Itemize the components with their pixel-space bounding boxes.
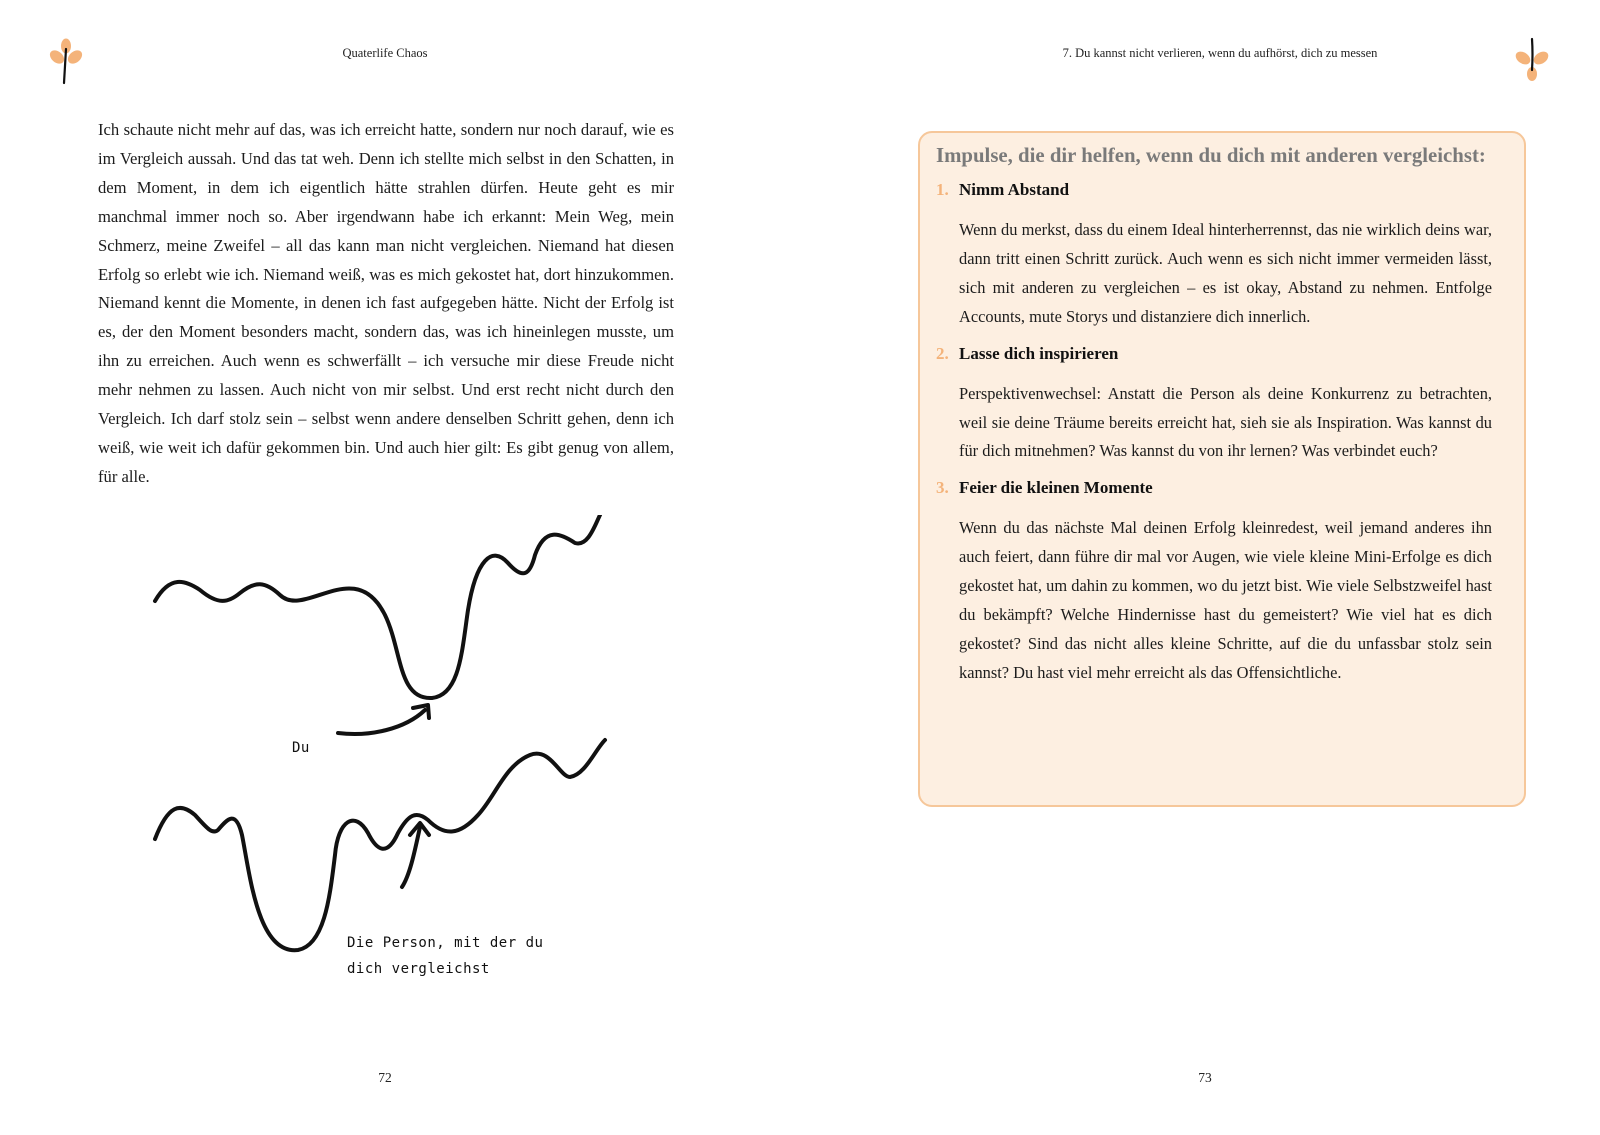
tip-number: 1. <box>936 180 949 199</box>
leaf-ornament-icon <box>1513 36 1551 86</box>
tips-box <box>918 131 1526 807</box>
tip-heading-text: Nimm Abstand <box>959 180 1070 199</box>
comparison-sketch <box>140 515 640 990</box>
right-page <box>800 0 1600 1135</box>
tip-item <box>936 180 1492 332</box>
tip-item <box>936 344 1492 467</box>
your-path-curve <box>155 515 600 698</box>
tip-text: Perspektivenwechsel: Anstatt die Person als deine Konkurrenz zu betrachten, weil sie deine Träume bereits erreicht hat, sieh sie als Inspiration. Was kannst du für dich mitnehmen? Was kannst du von ihr lernen? Was verbindet euch? <box>959 383 1492 461</box>
tip-text: Wenn du merkst, dass du einem Ideal hinterherrennst, das nie wirklich deins war, dann tritt einen Schritt zurück. Auch wenn es sich nicht immer vermeiden lässt, sich mit anderen zu vergleichen – es ist okay, Abstand zu nehmen. Entfolge Accounts, mute Storys und distanziere dich innerlich. <box>959 220 1492 326</box>
label-du: Du <box>292 740 310 756</box>
tip-heading <box>936 344 1492 368</box>
label-comparison-person: Die Person, mit der du dich vergleichst <box>347 935 544 977</box>
running-head: 7. Du kannst nicht verlieren, wenn du aufhörst, dich zu messen <box>1062 46 1378 60</box>
page-number: 73 <box>1198 1070 1212 1085</box>
arrow-to-you <box>338 710 425 734</box>
running-head: Quaterlife Chaos <box>342 46 428 60</box>
tip-heading <box>936 180 1492 204</box>
leaf-ornament-icon <box>47 36 85 86</box>
tip-number: 2. <box>936 343 949 363</box>
tip-heading-text: Feier die kleinen Momente <box>959 478 1153 498</box>
tip-number: 3. <box>936 478 949 498</box>
body-paragraph: Ich schaute nicht mehr auf das, was ich erreicht hatte, sondern nur noch darauf, wie es im Vergleich aussah. Und das tat weh. Denn ich stellte mich selbst in den Schatten, in dem Moment, in dem ich eigentlich hätte strahlen dürfen. Heute geht es mir manchmal immer noch so. Aber irgendwann habe ich erkannt: Mein Weg, mein Schmerz, meine Zweifel – all das kann man nicht vergleichen. Niemand hat diesen Erfolg so erlebt wie ich. Niemand weiß, was es mich gekostet hat, dort hinzukommen. Niemand kennt die Momente, in denen ich fast aufgegeben hätte. Nicht der Erfolg ist es, der den Moment besonders macht, sondern das, was ich hineinlegen musste, um ihn zu erreichen. Auch wenn es schwerfällt – ich versuche mir diese Freude nicht mehr nehmen zu lassen. Auch nicht von mir selbst. Und erst recht nicht durch den Vergleich. Ich darf stolz sein – selbst wenn andere denselben Schritt gehen, denn ich weiß, wie weit ich dafür gekommen bin. Und auch hier gilt: Es gibt genug von allem, für alle. <box>98 120 674 486</box>
tip-heading <box>936 478 1492 502</box>
comparison-path-curve <box>155 740 605 950</box>
tip-item <box>936 478 1492 687</box>
tip-text: Wenn du das nächste Mal deinen Erfolg kleinredest, weil jemand anderes ihn auch feiert, dann führe dir mal vor Augen, wie viele kleine Mini-Erfolge es dich gekostet hat, um dahin zu kommen, wo du jetzt bist. Wie viele Selbstzweifel hast du bekämpft? Welche Hindernisse hast du gemeistert? Wie viel hat es dich gekostet? Sind das nicht alles kleine Schritte, auf die du unfassbar stolz sein kannst? Du hast viel mehr erreicht als das Offensichtliche. <box>959 518 1492 682</box>
page-number: 72 <box>378 1070 392 1085</box>
tip-heading-text: Lasse dich inspirieren <box>959 343 1119 363</box>
tips-title: Impulse, die dir helfen, wenn du dich mit anderen vergleichst: <box>936 144 1486 167</box>
